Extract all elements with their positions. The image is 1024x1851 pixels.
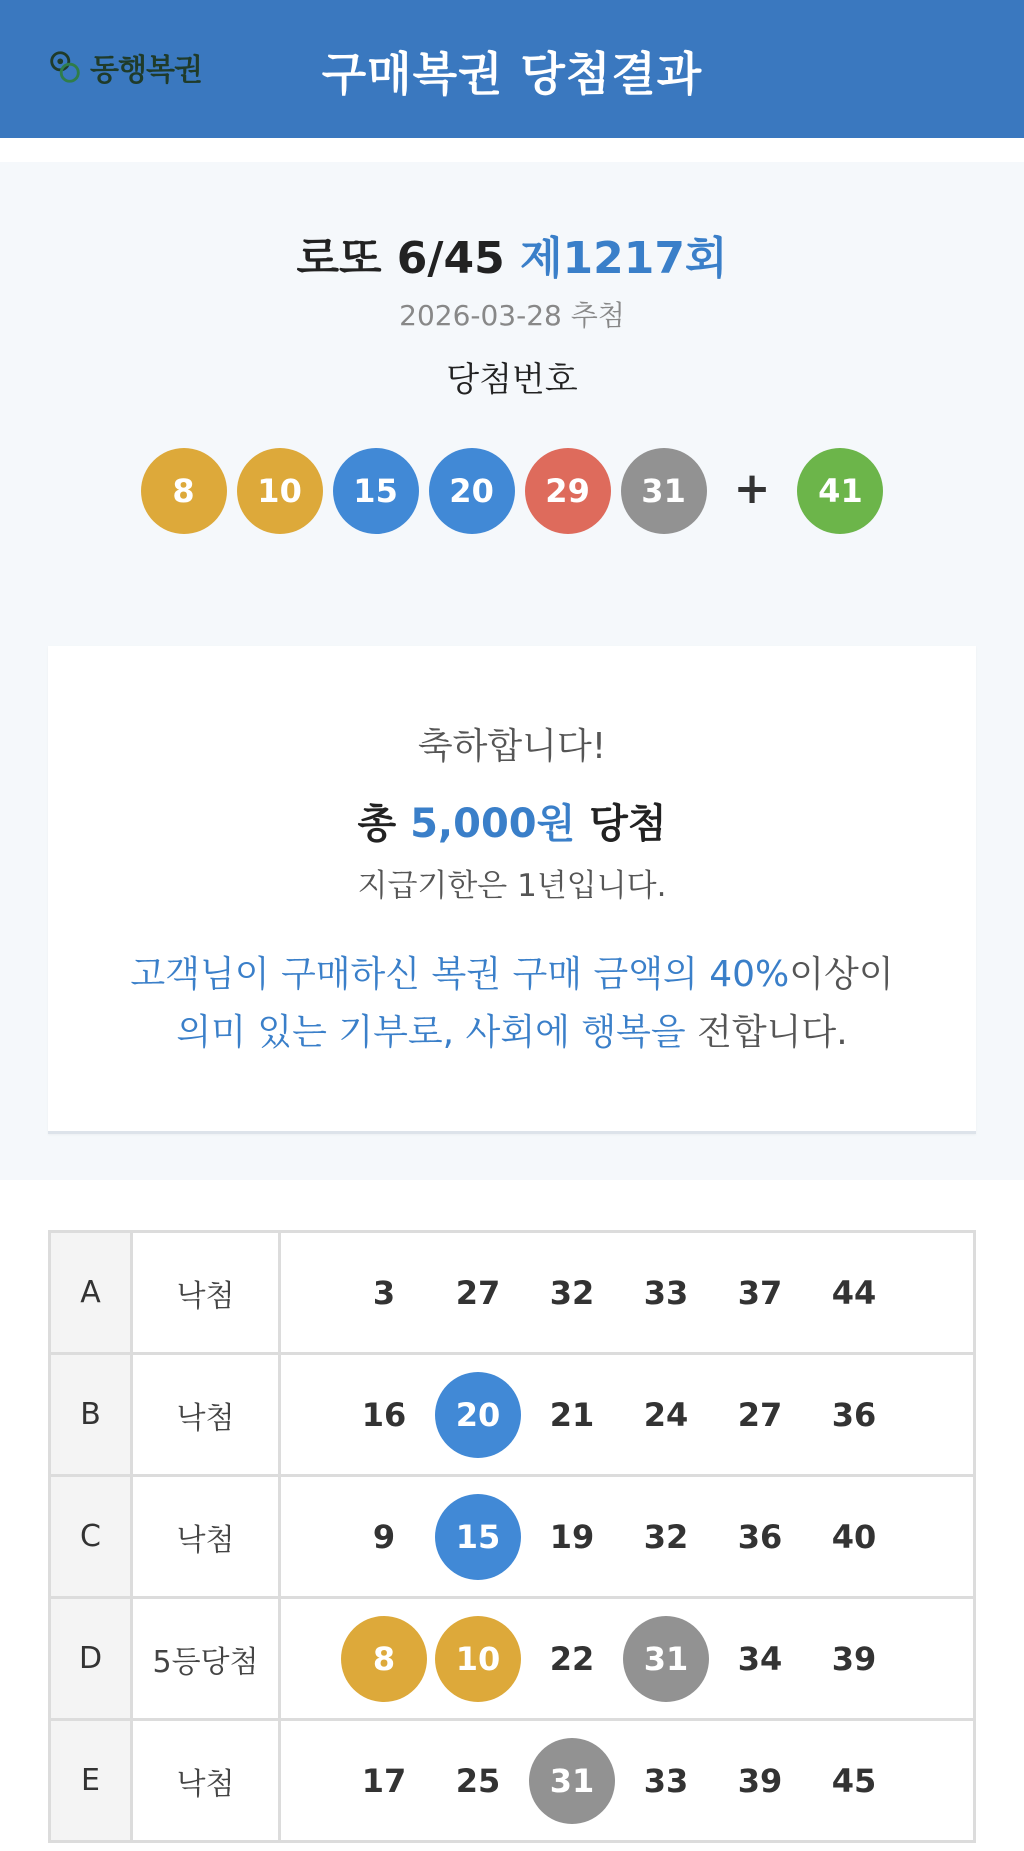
- ticket-number: 25: [455, 1761, 501, 1800]
- table-row: [50, 1720, 975, 1842]
- game-numbers-cell: [280, 1476, 975, 1598]
- draw-title: [0, 222, 1024, 286]
- game-letter: C: [50, 1476, 132, 1598]
- winning-numbers-label: 당첨번호: [446, 360, 578, 400]
- ticket-number: 33: [643, 1761, 689, 1800]
- ticket-number: 27: [455, 1273, 501, 1312]
- table-row: [50, 1598, 975, 1720]
- congrats-text: 축하합니다!: [417, 726, 607, 767]
- game-status: 5등당첨: [132, 1598, 280, 1720]
- ticket-number: 24: [643, 1395, 689, 1434]
- app-header: [0, 0, 1024, 138]
- game-letter: B: [50, 1354, 132, 1476]
- game-numbers-cell: [280, 1598, 975, 1720]
- winning-ball: 20: [429, 448, 515, 534]
- ticket-number: 22: [549, 1639, 595, 1678]
- total-prize: [48, 792, 976, 849]
- game-status: 낙첨: [132, 1720, 280, 1842]
- game-numbers-cell: [280, 1720, 975, 1842]
- ticket-number: 17: [361, 1761, 407, 1800]
- ticket-number: 3: [372, 1273, 396, 1312]
- page-title: 구매복권 당첨결과: [321, 47, 703, 101]
- draw-date: 2026-03-28 추첨: [399, 299, 625, 332]
- ticket-number: 33: [643, 1273, 689, 1312]
- winning-ball: 29: [525, 448, 611, 534]
- payment-deadline: 지급기한은 1년입니다.: [357, 868, 667, 904]
- winning-ball: 10: [237, 448, 323, 534]
- game-numbers-cell: [280, 1232, 975, 1354]
- game-name: 로또 6/45: [296, 233, 505, 284]
- game-numbers-cell: [280, 1354, 975, 1476]
- winning-ball: 31: [621, 448, 707, 534]
- total-suffix: 당첨: [575, 801, 667, 847]
- ticket-number: 21: [549, 1395, 595, 1434]
- game-status: 낙첨: [132, 1354, 280, 1476]
- matched-number: 15: [435, 1494, 521, 1580]
- ticket-number: 37: [737, 1273, 783, 1312]
- ticket-number: 40: [831, 1517, 877, 1556]
- game-letter: A: [50, 1232, 132, 1354]
- ticket-number: 45: [831, 1761, 877, 1800]
- donation-line1-blue: 고객님이 구매하신 복권 구매 금액의 40%: [130, 954, 790, 995]
- ticket-number: 32: [643, 1517, 689, 1556]
- winning-ball: 8: [141, 448, 227, 534]
- donation-line2-gray: 전합니다.: [685, 1012, 848, 1053]
- matched-number: 10: [435, 1616, 521, 1702]
- total-prefix: 총: [357, 801, 411, 847]
- game-letter: E: [50, 1720, 132, 1842]
- winning-numbers: [0, 448, 1024, 534]
- plus-sign: +: [733, 462, 771, 514]
- winning-ball: 15: [333, 448, 419, 534]
- draw-result-section: [0, 162, 1024, 1180]
- donation-message: [48, 946, 976, 1062]
- ticket-number: 32: [549, 1273, 595, 1312]
- game-status: 낙첨: [132, 1232, 280, 1354]
- table-row: [50, 1354, 975, 1476]
- game-letter: D: [50, 1598, 132, 1720]
- matched-number: 31: [623, 1616, 709, 1702]
- ticket-results-table: [48, 1230, 976, 1843]
- donation-line1-gray: 이상이: [789, 954, 894, 995]
- ticket-number: 16: [361, 1395, 407, 1434]
- ticket-number: 44: [831, 1273, 877, 1312]
- ticket-number: 27: [737, 1395, 783, 1434]
- ticket-number: 39: [831, 1639, 877, 1678]
- matched-number: 31: [529, 1738, 615, 1824]
- ticket-number: 39: [737, 1761, 783, 1800]
- donation-line2-blue: 의미 있는 기부로, 사회에 행복을: [176, 1012, 686, 1053]
- ticket-number: 36: [831, 1395, 877, 1434]
- table-row: [50, 1476, 975, 1598]
- ticket-number: 19: [549, 1517, 595, 1556]
- total-amount: 5,000원: [410, 801, 576, 847]
- ticket-number: 36: [737, 1517, 783, 1556]
- draw-round: 제1217회: [520, 233, 728, 284]
- logo-text: 동행복권: [90, 53, 202, 88]
- game-status: 낙첨: [132, 1476, 280, 1598]
- table-row: [50, 1232, 975, 1354]
- matched-number: 20: [435, 1372, 521, 1458]
- ticket-number: 34: [737, 1639, 783, 1678]
- matched-number: 8: [341, 1616, 427, 1702]
- prize-summary-card: [48, 646, 976, 1134]
- ticket-number: 9: [372, 1517, 396, 1556]
- bonus-ball: 41: [797, 448, 883, 534]
